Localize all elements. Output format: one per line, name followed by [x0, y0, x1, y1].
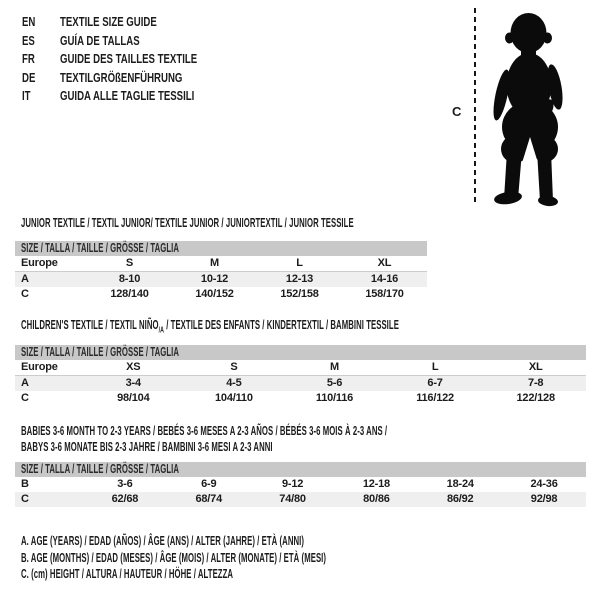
table-cell: L: [257, 256, 342, 272]
size-header-text: SIZE / TALLA / TAILLE / GRÖSSE / TAGLIA: [21, 462, 179, 476]
measure-legend: [21, 532, 513, 582]
lang-row-es: [22, 31, 245, 50]
size-header-row: [15, 241, 427, 256]
table-cell: 7-8: [485, 376, 586, 392]
size-header-text: SIZE / TALLA / TAILLE / GRÖSSE / TAGLIA: [21, 345, 179, 359]
babies-section-title-line2: [21, 438, 427, 456]
table-cell: 62/68: [83, 492, 167, 507]
table-cell: S: [184, 360, 285, 376]
lang-code: FR: [22, 51, 35, 67]
table-cell: C: [21, 288, 29, 300]
language-list: [22, 12, 245, 105]
table-cell: 80/86: [334, 492, 418, 507]
table-cell: 18-24: [446, 478, 474, 490]
toddler-silhouette-icon: [485, 11, 577, 207]
lang-row-fr: [22, 49, 245, 68]
table-cell: 3-4: [83, 376, 184, 392]
table-row: [15, 272, 427, 288]
table-cell: 8-10: [87, 272, 172, 288]
table-cell: 12-13: [257, 272, 342, 288]
lang-row-en: [22, 12, 245, 31]
table-cell: L: [385, 360, 486, 376]
table-cell: 158/170: [365, 288, 404, 300]
table-cell: 10-12: [172, 272, 257, 288]
lang-label: GUÍA DE TALLAS: [60, 32, 140, 48]
legend-row-b: [21, 549, 513, 566]
table-cell: 24-36: [530, 478, 558, 490]
table-row: [15, 492, 586, 507]
table-cell: 86/92: [418, 492, 502, 507]
lang-code: ES: [22, 32, 35, 48]
babies-title-text-1: BABIES 3-6 MONTH TO 2-3 YEARS / BEBÉS 3-6 MESES A 2-3 AÑOS / BÉBÉS 3-6 MOIS À 2-3 ANS /: [21, 424, 388, 438]
lang-label: GUIDE DES TAILLES TEXTILE: [60, 51, 198, 67]
size-header-row: [15, 462, 586, 477]
table-cell: 104/110: [215, 392, 253, 404]
table-cell: S: [87, 256, 172, 272]
height-measure-label: C: [452, 104, 462, 119]
table-cell: 4-5: [184, 376, 285, 392]
table-row: [15, 256, 427, 272]
babies-size-table: [15, 462, 586, 507]
lang-label: TEXTILGRÖßENFÜHRUNG: [60, 69, 183, 85]
table-cell: 92/98: [502, 492, 586, 507]
table-cell: Europe: [15, 360, 83, 376]
table-cell: 14-16: [342, 272, 427, 288]
lang-label: TEXTILE SIZE GUIDE: [60, 14, 157, 29]
table-cell: C: [15, 492, 83, 507]
table-cell: 5-6: [284, 376, 385, 392]
table-cell: 122/128: [516, 392, 555, 404]
table-cell: M: [172, 256, 257, 272]
table-cell: A: [15, 376, 83, 392]
table-cell: 98/104: [117, 392, 150, 404]
size-header-cell: [15, 241, 427, 256]
table-cell: 116/122: [416, 392, 454, 404]
table-cell: XL: [342, 256, 427, 272]
table-cell: B: [21, 478, 29, 490]
table-row: [15, 391, 586, 406]
lang-code: EN: [22, 14, 36, 29]
table-cell: XS: [83, 360, 184, 376]
table-row: [15, 360, 586, 376]
children-title-pre: CHILDREN'S TEXTILE / TEXTIL NIÑO: [21, 318, 159, 332]
lang-code: IT: [22, 88, 31, 104]
size-header-cell: [15, 462, 586, 477]
table-cell: 152/158: [280, 288, 319, 300]
children-size-table: [15, 345, 586, 406]
legend-text-b: B. AGE (MONTHS) / EDAD (MESES) / ÂGE (MOIS) / ALTER (MONATE) / ETÀ (MESI): [21, 550, 327, 565]
table-cell: A: [15, 272, 87, 288]
table-row: [15, 376, 586, 392]
table-row: [15, 287, 427, 302]
table-cell: 6-9: [201, 478, 217, 490]
table-cell: 3-6: [117, 478, 133, 490]
size-header-row: [15, 345, 586, 360]
table-cell: 74/80: [251, 492, 335, 507]
children-section-title: [21, 316, 600, 337]
children-title-post: / TEXTILE DES ENFANTS / KINDERTEXTIL / BAMBINI TESSILE: [163, 318, 399, 332]
lang-row-de: [22, 68, 245, 87]
table-cell: 128/140: [110, 288, 149, 300]
legend-text-a: A. AGE (YEARS) / EDAD (AÑOS) / ÂGE (ANS) / ALTER (JAHRE) / ETÀ (ANNI): [21, 534, 304, 548]
table-cell: M: [284, 360, 385, 376]
table-cell: 68/74: [167, 492, 251, 507]
lang-row-it: [22, 86, 245, 105]
junior-section-title: [21, 214, 558, 232]
table-row: [15, 477, 586, 492]
lang-label: GUIDA ALLE TAGLIE TESSILI: [60, 88, 195, 104]
legend-text-c: C. (cm) HEIGHT / ALTURA / HAUTEUR / HÖHE / ALTEZZA: [21, 567, 234, 581]
children-title-sub: /A: [158, 324, 164, 335]
legend-row-c: [21, 565, 513, 582]
height-measure-dotted-line: [474, 8, 476, 206]
table-cell: 6-7: [385, 376, 486, 392]
table-cell: Europe: [15, 256, 87, 272]
table-cell: 9-12: [281, 478, 304, 490]
table-cell: 140/152: [195, 288, 234, 300]
table-cell: C: [21, 392, 29, 404]
size-header-cell: [15, 345, 586, 360]
lang-code: DE: [22, 69, 36, 85]
junior-size-table: [15, 241, 427, 302]
junior-title-text: JUNIOR TEXTILE / TEXTIL JUNIOR/ TEXTILE JUNIOR / JUNIORTEXTIL / JUNIOR TESSILE: [21, 216, 354, 230]
legend-row-a: [21, 532, 513, 549]
table-cell: 12-18: [362, 478, 390, 490]
table-cell: XL: [485, 360, 586, 376]
babies-title-text-2: BABYS 3-6 MONATE BIS 2-3 JAHRE / BAMBINI 3-6 MESI A 2-3 ANNI: [21, 440, 273, 454]
children-title-text: [21, 318, 399, 337]
size-header-text: SIZE / TALLA / TAILLE / GRÖSSE / TAGLIA: [21, 241, 179, 255]
table-cell: 110/116: [315, 392, 354, 404]
